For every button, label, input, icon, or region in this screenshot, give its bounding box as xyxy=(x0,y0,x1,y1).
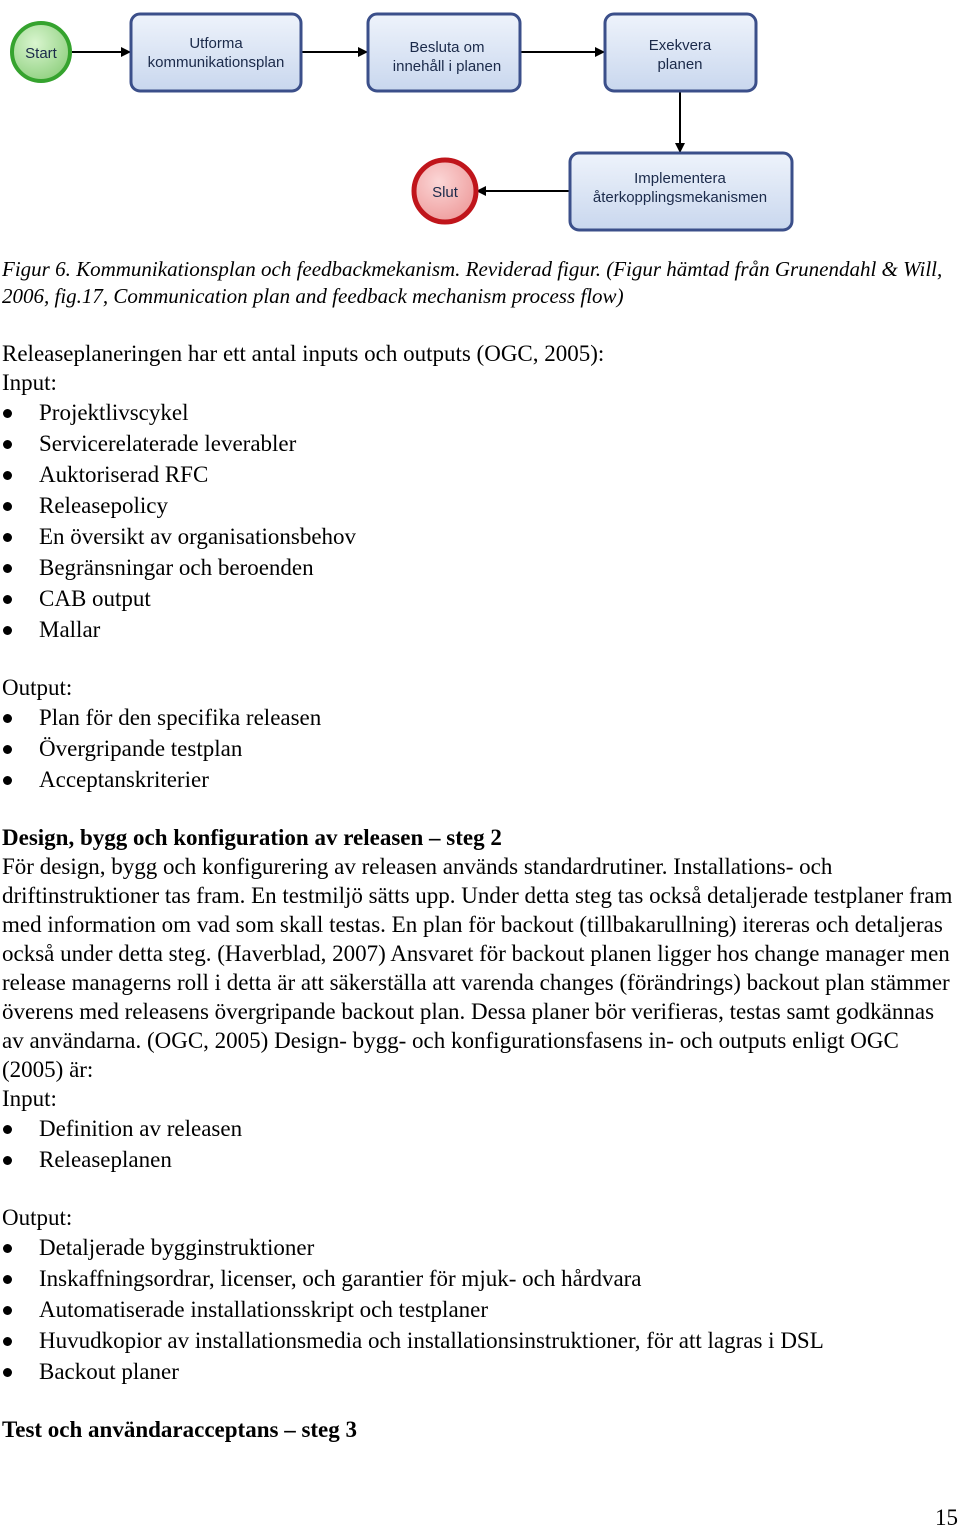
step4-line2: återkopplingsmekanismen xyxy=(592,189,768,206)
section2-paragraph: För design, bygg och konfigurering av releasen används standardrutiner. Installations- och driftinstruktioner tas fram. En testmiljö sätts upp. Under detta steg tas också detaljerade testplaner fram med information om vad som skall testas. En plan för backout (tillbakarullning) itereras och detaljeras också under detta steg. (Haverblad, 2007) Ansvaret för backout planen ligger hos change manager men release managerns roll i detta är att säkerställa att varenda changes (förändrings) backout plan stämmer överens med releasens övergripande backout plan. Dessa planer bör verifieras, testas samt godkännas av användarna. (OGC, 2005) Design- bygg- och konfigurationsfasens in- och outputs enligt OGC (2005) är: xyxy=(2,854,953,1082)
list-item: Servicerelaterade leverabler xyxy=(2,428,958,459)
list-item: Releasepolicy xyxy=(2,490,958,521)
list-item: En översikt av organisationsbehov xyxy=(2,521,958,552)
figure-caption: Figur 6. Kommunikationsplan och feedbackmekanism. Reviderad figur. (Figur hämtad från Grunendahl & Will, 2006, fig.17, Communication plan and feedback mechanism process flow) xyxy=(2,257,943,308)
start-node xyxy=(12,23,70,81)
list-item: Övergripande testplan xyxy=(2,733,958,764)
section3-heading: Test och användaracceptans – steg 3 xyxy=(2,1417,358,1442)
end-label: Slut xyxy=(432,184,458,201)
list-item: Huvudkopior av installationsmedia och installationsinstruktioner, för att lagras i DSL xyxy=(2,1325,958,1356)
end-node xyxy=(414,160,476,222)
list-item: Begränsningar och beroenden xyxy=(2,552,958,583)
step1-line2: kommunikationsplan xyxy=(147,54,285,71)
list-item: Auktoriserad RFC xyxy=(2,459,958,490)
section1-input-list xyxy=(2,397,958,645)
step4-line1: Implementera xyxy=(634,170,726,187)
section1-input-label: Input: xyxy=(2,370,57,395)
section2-output-label: Output: xyxy=(2,1205,73,1230)
list-item: CAB output xyxy=(2,583,958,614)
step-box-besluta xyxy=(368,14,520,91)
list-item: Releaseplanen xyxy=(2,1144,958,1175)
list-item: Detaljerade bygginstruktioner xyxy=(2,1232,958,1263)
list-item: Definition av releasen xyxy=(2,1113,958,1144)
start-label: Start xyxy=(25,45,57,62)
list-item: Plan för den specifika releasen xyxy=(2,702,958,733)
step1-line1: Utforma xyxy=(189,35,243,52)
list-item: Automatiserade installationsskript och testplaner xyxy=(2,1294,958,1325)
section2-input-label: Input: xyxy=(2,1086,57,1111)
step-box-utforma xyxy=(131,14,301,91)
step-box-exekvera xyxy=(605,14,756,91)
list-item: Projektlivscykel xyxy=(2,397,958,428)
section2-output-list xyxy=(2,1232,958,1387)
section1-intro: Releaseplaneringen har ett antal inputs och outputs (OGC, 2005): xyxy=(2,341,605,366)
page-number: 15 xyxy=(935,1505,958,1530)
step2-line2: innehåll i planen xyxy=(392,58,502,75)
section1-output-label: Output: xyxy=(2,675,73,700)
process-flow-diagram xyxy=(0,0,960,240)
step3-line2: planen xyxy=(657,56,703,73)
section2-heading: Design, bygg och konfiguration av releasen – steg 2 xyxy=(2,825,502,850)
list-item: Inskaffningsordrar, licenser, och garantier för mjuk- och hårdvara xyxy=(2,1263,958,1294)
step2-line1: Besluta om xyxy=(409,39,485,56)
list-item: Acceptanskriterier xyxy=(2,764,958,795)
list-item: Backout planer xyxy=(2,1356,958,1387)
step3-line1: Exekvera xyxy=(648,37,712,54)
document-body xyxy=(2,339,958,1444)
section2-input-list xyxy=(2,1113,958,1175)
step-box-implementera xyxy=(570,153,792,230)
section1-output-list xyxy=(2,702,958,795)
list-item: Mallar xyxy=(2,614,958,645)
